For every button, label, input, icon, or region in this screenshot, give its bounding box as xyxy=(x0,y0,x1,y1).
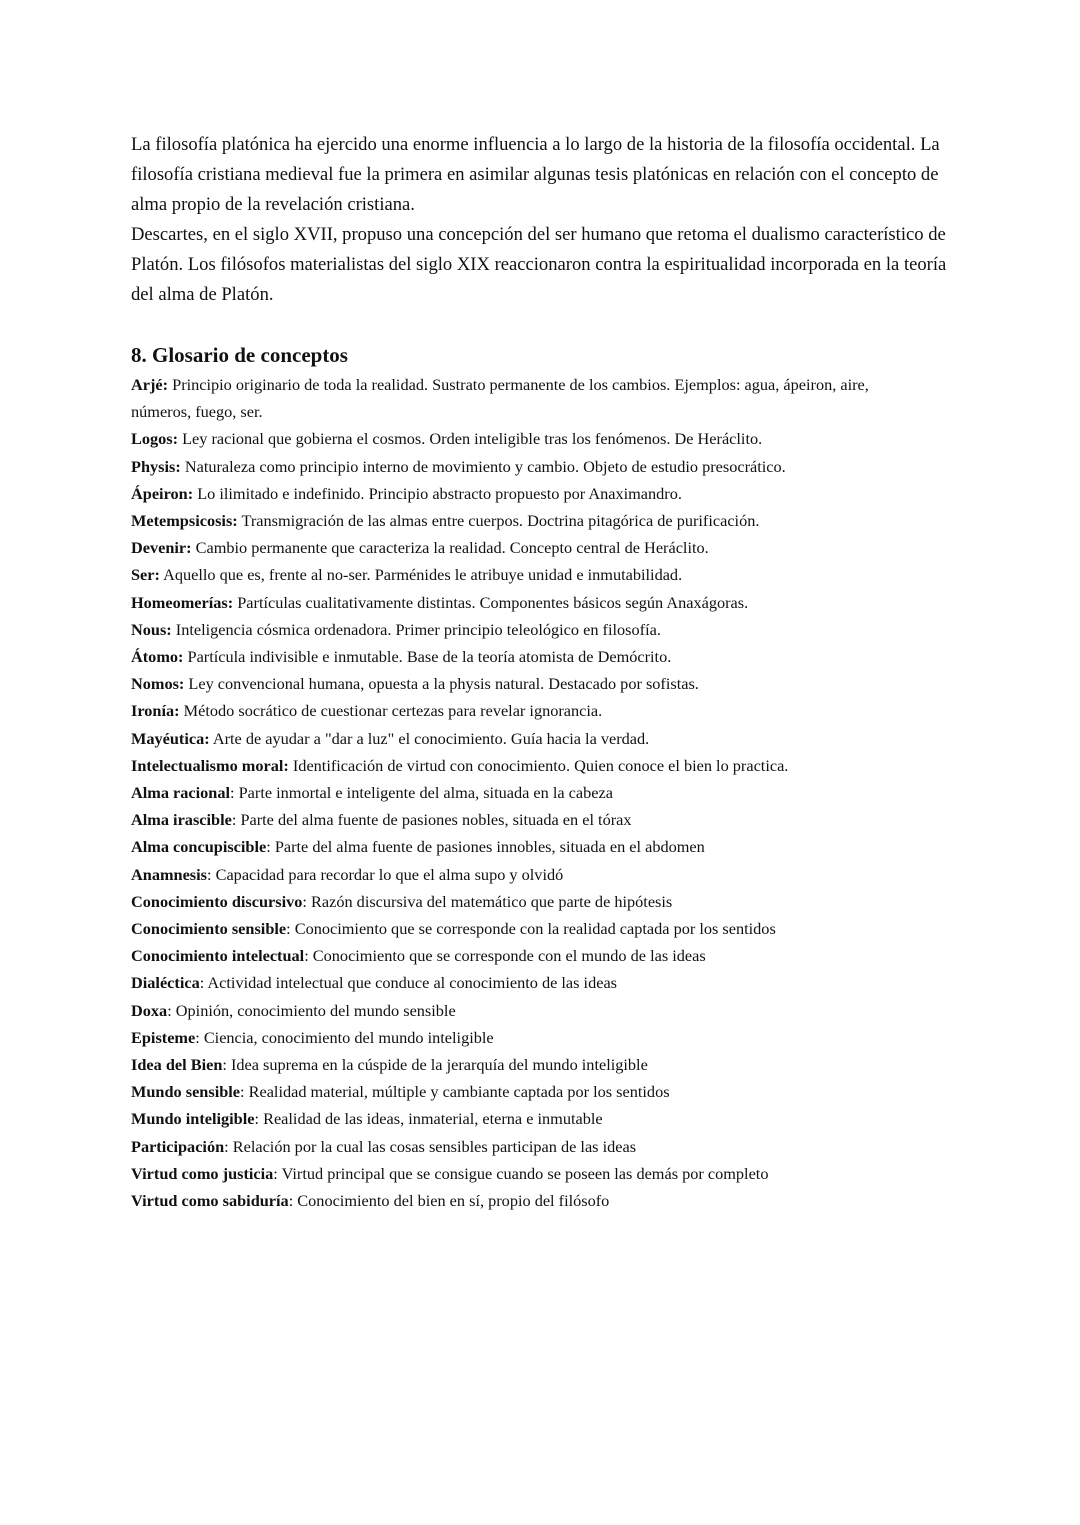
glossary-definition: Ley convencional humana, opuesta a la physis natural. Destacado por sofistas. xyxy=(184,674,699,694)
glossary-entry-virtud-como-sabiduria xyxy=(131,1187,921,1214)
glossary-entry-nous xyxy=(131,616,921,643)
glossary-term: Devenir: xyxy=(131,538,192,558)
glossary-entry-intelectualismo-moral xyxy=(131,752,921,779)
glossary-entry-atomo xyxy=(131,643,921,670)
glossary-entry-ironia xyxy=(131,697,921,724)
glossary-term: Mundo inteligible xyxy=(131,1109,255,1129)
glossary-term: Participación xyxy=(131,1136,225,1156)
glossary-entry-dialectica xyxy=(131,969,921,996)
glossary-definition: : Actividad intelectual que conduce al conocimiento de las ideas xyxy=(199,973,618,993)
glossary-term: Alma concupiscible xyxy=(131,837,267,857)
glossary-entry-arje xyxy=(131,371,921,425)
glossary-term: Intelectualismo moral: xyxy=(131,755,289,775)
glossary-term: Átomo: xyxy=(131,647,184,667)
glossary-definition: Ley racional que gobierna el cosmos. Orden inteligible tras los fenómenos. De Heráclito. xyxy=(178,429,763,449)
glossary-term: Metempsicosis: xyxy=(131,511,238,531)
glossary-term: Ser: xyxy=(131,565,160,585)
glossary-definition: Arte de ayudar a "dar a luz" el conocimiento. Guía hacia la verdad. xyxy=(209,728,650,748)
glossary-term: Episteme xyxy=(131,1027,196,1047)
glossary-term: Doxa xyxy=(131,1000,168,1020)
glossary-definition: : Idea suprema en la cúspide de la jerarquía del mundo inteligible xyxy=(222,1055,648,1075)
glossary-term: Alma racional xyxy=(131,783,231,803)
glossary-definition: Aquello que es, frente al no-ser. Parménides le atribuye unidad e inmutabilidad. xyxy=(159,565,683,585)
glossary-entry-conocimiento-sensible xyxy=(131,915,921,942)
glossary-term: Mundo sensible xyxy=(131,1082,241,1102)
glossary-definition: Principio originario de toda la realidad. Sustrato permanente de los cambios. Ejemplos: agua, ápeiron, aire, números, fuego, ser. xyxy=(131,375,869,422)
glossary-entry-mundo-inteligible xyxy=(131,1105,921,1132)
glossary-entry-alma-racional xyxy=(131,779,921,806)
glossary-entry-physis xyxy=(131,453,921,480)
glossary-term: Mayéutica: xyxy=(131,728,210,748)
intro-section xyxy=(131,130,951,310)
glossary-entry-nomos xyxy=(131,670,921,697)
glossary-entry-homeomerias xyxy=(131,589,921,616)
glossary-definition: Partícula indivisible e inmutable. Base de la teoría atomista de Demócrito. xyxy=(183,647,672,667)
glossary-entry-mundo-sensible xyxy=(131,1078,921,1105)
glossary-term: Logos: xyxy=(131,429,179,449)
glossary-definition: : Opinión, conocimiento del mundo sensible xyxy=(167,1000,456,1020)
glossary-term: Virtud como sabiduría xyxy=(131,1191,289,1211)
glossary-definition: : Capacidad para recordar lo que el alma supo y olvidó xyxy=(207,864,564,884)
glossary-definition: Partículas cualitativamente distintas. Componentes básicos según Anaxágoras. xyxy=(233,592,749,612)
glossary-entry-episteme xyxy=(131,1024,921,1051)
glossary-entry-conocimiento-intelectual xyxy=(131,942,921,969)
glossary-definition: Identificación de virtud con conocimiento. Quien conoce el bien lo practica. xyxy=(288,755,789,775)
glossary-entry-alma-irascible xyxy=(131,806,921,833)
glossary-term: Ápeiron: xyxy=(131,483,194,503)
glossary-definition: : Parte inmortal e inteligente del alma, situada en la cabeza xyxy=(230,783,613,803)
glossary-definition: : Parte del alma fuente de pasiones innobles, situada en el abdomen xyxy=(266,837,705,857)
glossary-entry-apeiron xyxy=(131,480,921,507)
glossary-entry-mayeutica xyxy=(131,725,921,752)
glossary-term: Arjé: xyxy=(131,375,169,394)
glossary-entry-anamnesis xyxy=(131,861,921,888)
glossary-entry-doxa xyxy=(131,997,921,1024)
glossary-entry-devenir xyxy=(131,534,921,561)
glossary-definition: : Realidad de las ideas, inmaterial, eterna e inmutable xyxy=(254,1109,603,1129)
glossary-term: Nomos: xyxy=(131,674,185,694)
intro-paragraph-1: La filosofía platónica ha ejercido una enorme influencia a lo largo de la historia de la filosofía occidental. La filosofía cristiana medieval fue la primera en asimilar algunas tesis platónicas en relación con el concepto de alma propio de la revelación cristiana. xyxy=(131,134,940,215)
glossary-term: Idea del Bien xyxy=(131,1055,223,1075)
glossary-term: Physis: xyxy=(131,456,181,476)
glossary-definition: : Conocimiento del bien en sí, propio del filósofo xyxy=(288,1191,610,1211)
glossary-term: Conocimiento intelectual xyxy=(131,946,305,966)
glossary-term: Anamnesis xyxy=(131,864,207,884)
glossary-entry-logos xyxy=(131,425,921,452)
glossary-list xyxy=(131,371,921,1214)
glossary-term: Ironía: xyxy=(131,701,180,721)
glossary-entry-ser xyxy=(131,561,921,588)
glossary-entry-alma-concupiscible xyxy=(131,833,921,860)
glossary-entry-participacion xyxy=(131,1133,921,1160)
glossary-definition: : Relación por la cual las cosas sensibles participan de las ideas xyxy=(224,1136,637,1156)
glossary-term: Alma irascible xyxy=(131,810,232,830)
glossary-term: Virtud como justicia xyxy=(131,1163,274,1183)
glossary-entry-conocimiento-discursivo xyxy=(131,888,921,915)
glossary-definition: Cambio permanente que caracteriza la realidad. Concepto central de Heráclito. xyxy=(191,538,709,558)
glossary-definition: Inteligencia cósmica ordenadora. Primer principio teleológico en filosofía. xyxy=(171,619,661,639)
glossary-definition: Método socrático de cuestionar certezas para revelar ignorancia. xyxy=(179,701,603,721)
glossary-definition: : Ciencia, conocimiento del mundo inteligible xyxy=(195,1027,494,1047)
glossary-entry-virtud-como-justicia xyxy=(131,1160,921,1187)
glossary-term: Conocimiento discursivo xyxy=(131,891,303,911)
glossary-definition: : Parte del alma fuente de pasiones nobles, situada en el tórax xyxy=(231,810,632,830)
glossary-definition: : Conocimiento que se corresponde con la realidad captada por los sentidos xyxy=(286,919,776,939)
glossary-definition: : Realidad material, múltiple y cambiante captada por los sentidos xyxy=(240,1082,670,1102)
glossary-term: Dialéctica xyxy=(131,973,200,993)
glossary-term: Conocimiento sensible xyxy=(131,919,287,939)
glossary-entry-metempsicosis xyxy=(131,507,921,534)
glossary-definition: Naturaleza como principio interno de movimiento y cambio. Objeto de estudio presocrático. xyxy=(180,456,786,476)
glossary-definition: Transmigración de las almas entre cuerpos. Doctrina pitagórica de purificación. xyxy=(237,511,760,531)
glossary-definition: Lo ilimitado e indefinido. Principio abstracto propuesto por Anaximandro. xyxy=(193,483,682,503)
glossary-entry-idea-del-bien xyxy=(131,1051,921,1078)
glossary-definition: : Razón discursiva del matemático que parte de hipótesis xyxy=(302,891,673,911)
glossary-definition: : Virtud principal que se consigue cuando se poseen las demás por completo xyxy=(273,1163,769,1183)
glossary-term: Homeomerías: xyxy=(131,592,234,612)
glossary-term: Nous: xyxy=(131,619,172,639)
glossary-heading: 8. Glosario de conceptos xyxy=(131,343,348,367)
glossary-definition: : Conocimiento que se corresponde con el mundo de las ideas xyxy=(304,946,706,966)
intro-paragraph-2: Descartes, en el siglo XVII, propuso una concepción del ser humano que retoma el dualismo característico de Platón. Los filósofos materialistas del siglo XIX reaccionaron contra la espiritualidad incorporada en la teoría del alma de Platón. xyxy=(131,224,947,305)
